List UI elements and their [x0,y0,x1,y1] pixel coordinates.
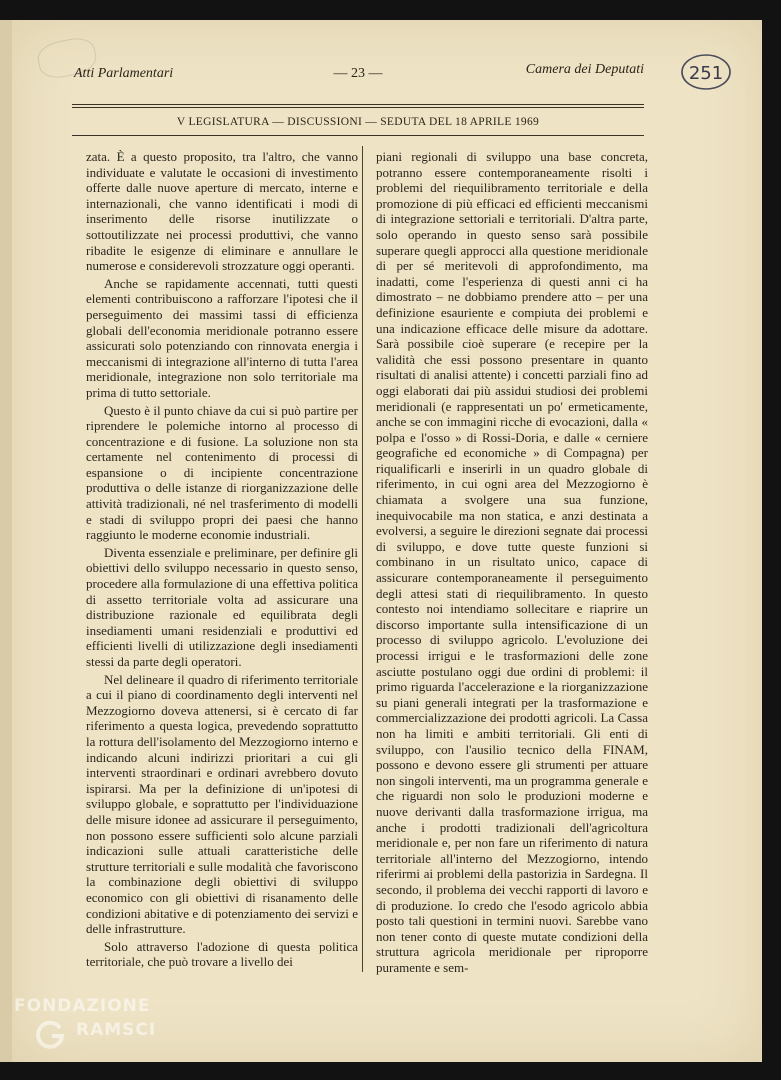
gramsci-g-logo-icon [34,1018,66,1050]
page-header [72,62,644,84]
watermark-line2: RAMSCI [76,1020,157,1040]
paragraph: Solo attraverso l'adozione di questa politica territoriale, che può trovare a livello dei [86,938,358,970]
session-subheader: V LEGISLATURA — DISCUSSIONI — SEDUTA DEL 18 APRILE 1969 [176,116,540,128]
fondazione-gramsci-watermark [14,996,204,1066]
left-column [86,149,358,970]
stamp-number: 251 [688,63,724,84]
paragraph: zata. È a questo proposito, tra l'altro, che vanno individuate e valutate le occasioni di investimento offerte dalle nuove aperture di mercato, interne e internazionali, che vanno identificati i modi di inserimento delle risorse inutilizzate o sottoutilizzate nei processi produttivi, che vanno ribadite le esigenze di eliminare e annullare le numerose e considerevoli strozzature oggi operanti. [86,149,358,274]
paragraph: Nel delineare il quadro di riferimento territoriale a cui il piano di coordinamento degli interventi nel Mezzogiorno doveva attenersi, si è cercato di far riferimento a questa logica, prevedendo soprattutto la rottura dell'isolamento del Mezzogiorno interno e indicando alcuni indirizzi prioritari a cui gli interventi straordinari e ordinari avrebbero dovuto ispirarsi. Ma per la definizione di un'ipotesi di sviluppo globale, e soprattutto per l'individuazione delle misure idonee ad assicurare il perseguimento, non possono essere sufficienti solo alcune parziali indicazioni sulle attuali caratteristiche delle strutture territoriali e sulle modalità che favoriscono la combinazione degli obiettivi di sviluppo economico con gli obiettivi di risanamento delle condizioni abitative e di potenziamento dei servizi e delle infrastrutture. [86,671,358,937]
header-rule [72,104,644,105]
paragraph: Diventa essenziale e preliminare, per definire gli obiettivi dello sviluppo necessario in questo senso, procedere alla formulazione di una effettiva politica di assetto territoriale volta ad assicurare una distribuzione razionale ed equilibrata degli insediamenti umani residenziali e produttivi ed efficienti livelli di utilizzazione degli insediamenti stessi da parte degli operatori. [86,544,358,669]
page-number: — 23 — [333,66,383,81]
header-left: Atti Parlamentari [74,66,174,81]
watermark-line1: FONDAZIONE [14,996,151,1016]
header-right: Camera dei Deputati [525,62,644,77]
paragraph: piani regionali di sviluppo una base concreta, potranno essere contemporaneamente risolti i problemi del riequilibramento territoriale e della promozione di più efficaci ed efficienti meccanismi di integrazione settoriali e territoriali. D'altra parte, solo operando in questo senso sarà possibile superare quegli approcci alla questione meridionale di per sé meritevoli di approfondimento, ma inadatti, come l'esperienza di questi anni ci ha dimostrato – ne dobbiamo prendere atto – per una definizione esauriente e compiuta dei problemi e una indicazione efficace delle misure da adottare. Sarà possibile cioè superare (e recepire per la validità che essi possono presentare in quanto risultati di analisi attente) i concetti parziali fino ad oggi elaborati dai più assidui studiosi dei problemi meridionali (e rappresentati un po' ermeticamente, anche se con immagini ricche di evocazioni, dalla « polpa e l'osso » di Rossi-Doria, e dalle « cerniere geografiche ed economiche » di Compagna) per riqualificarli e inserirli in un quadro globale di riferimento, in cui ogni area del Mezzogiorno è chiamata a svolgere una sua funzione, inequivocabile ma non statica, e anzi destinata a evolversi, a seguire le direzioni segnate dai processi di sviluppo, e dove tutte queste funzioni si combinano in un risultato unico, capace di assicurare contemporaneamente il perseguimento degli attesi stati di riequilibramento. In questo contesto noi intendiamo sollecitare e riaprire un discorso importante sulla intensificazione di un processo di sviluppo agricolo. L'evoluzione dei processi irrigui e le trasformazioni delle zone asciutte postulano oggi due ordini di problemi: il primo riguarda l'accelerazione e la riorganizzazione su piani generali integrati per la trasformazione e commercializzazione dei prodotti agricoli. La Cassa non ha limiti e ambiti territoriali. Gli enti di sviluppo, con l'ausilio tecnico della FINAM, possono e devono essere gli strumenti per attuare non singoli interventi, ma un programma generale e che riguardi non solo le produzioni moderne e nuove derivanti dalla trasformazione irrigua, ma anche i prodotti tradizionali dell'agricoltura meridionale e, per non fare un riferimento di natura territoriale all'interno del Mezzogiorno, intendo riferirmi ai problemi della pastorizia in Sardegna. Il secondo, il problema dei vecchi rapporti di lavoro e di produzione. Io credo che l'esodo agricolo abbia posto tali questioni in termini nuovi. Sarebbe vano non tener conto di queste mutate condizioni della struttura agricola meridionale per riproporre puramente e sem- [376,149,648,975]
header-rule-thin [72,107,644,108]
paragraph: Anche se rapidamente accennati, tutti questi elementi contribuiscono a rafforzare l'ipotesi che il perseguimento dei massimi tassi di efficienza globali dell'economia meridionale potranno essere assicurati solo potenziando con rinnovata energia i meccanismi di integrazione all'interno di tutta l'area meridionale, integrazione non solo territoriale ma prima di tutto settoriale. [86,275,358,400]
handwritten-page-stamp [680,52,732,92]
subheader-rule [72,135,644,136]
page-left-edge [0,20,12,1062]
column-divider [362,146,363,972]
paragraph: Questo è il punto chiave da cui si può partire per riprendere le polemiche intorno al processo di concentrazione e di fusione. La soluzione non sta certamente nel contenimento di processi di espansione o di incipiente concentrazione produttiva o delle istanze di riorganizzazione delle attività tradizionali, né nel trasferimento di modelli e stadi di sviluppo propri dei paesi che hanno raggiunto le moderne economie industriali. [86,402,358,543]
right-column [376,149,648,975]
